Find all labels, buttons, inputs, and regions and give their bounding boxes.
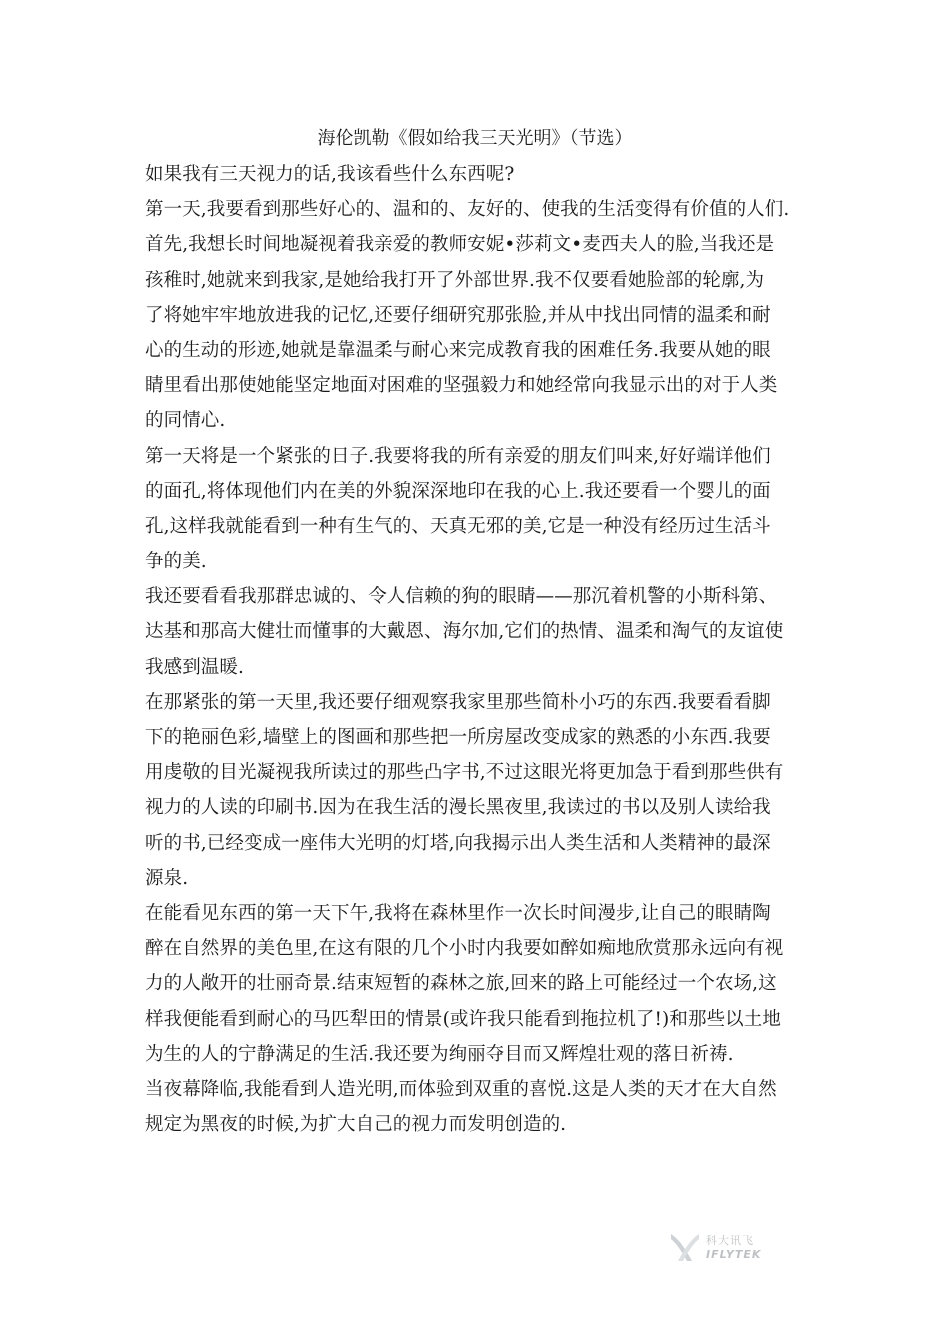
iflytek-watermark <box>668 1228 778 1268</box>
text-line: 的同情心. <box>145 410 226 432</box>
text-line: 用虔敬的目光凝视我所读过的那些凸字书,不过这眼光将更加急于看到那些供有 <box>145 762 784 784</box>
text-line: 听的书,已经变成一座伟大光明的灯塔,向我揭示出人类生活和人类精神的最深 <box>145 832 771 854</box>
iflytek-logo-icon <box>668 1230 702 1264</box>
watermark-name-cn: 科大讯飞 <box>706 1234 754 1247</box>
text-line: 争的美. <box>145 551 207 573</box>
text-line: 为生的人的宁静满足的生活.我还要为绚丽夺目而又辉煌壮观的落日祈祷. <box>145 1043 734 1065</box>
text-line: 醉在自然界的美色里,在这有限的几个小时内我要如醉如痴地欣赏那永远向有视 <box>145 938 784 960</box>
text-line: 心的生动的形迹,她就是靠温柔与耐心来完成教育我的困难任务.我要从她的眼 <box>145 339 771 361</box>
text-line: 我感到温暖. <box>145 656 244 678</box>
text-line: 视力的人读的印刷书.因为在我生活的漫长黑夜里,我读过的书以及别人读给我 <box>145 797 771 819</box>
text-line: 首先,我想长时间地凝视着我亲爱的教师安妮•莎莉文•麦西夫人的脸,当我还是 <box>145 234 775 256</box>
text-line: 第一天,我要看到那些好心的、温和的、友好的、使我的生活变得有价值的人们. <box>145 199 790 221</box>
text-line: 了将她牢牢地放进我的记忆,还要仔细研究那张脸,并从中找出同情的温柔和耐 <box>145 304 771 326</box>
text-line: 源泉. <box>145 867 189 889</box>
text-line: 规定为黑夜的时候,为扩大自己的视力而发明创造的. <box>145 1114 567 1136</box>
text-line: 我还要看看我那群忠诚的、令人信赖的狗的眼睛——那沉着机警的小斯科第、 <box>145 586 778 608</box>
text-line: 孔,这样我就能看到一种有生气的、天真无邪的美,它是一种没有经历过生活斗 <box>145 515 771 537</box>
document-title: 海伦凯勒《假如给我三天光明》（节选） <box>317 128 633 149</box>
text-line: 第一天将是一个紧张的日子.我要将我的所有亲爱的朋友们叫来,好好端详他们 <box>145 445 771 467</box>
text-line: 孩稚时,她就来到我家,是她给我打开了外部世界.我不仅要看她脸部的轮廓,为 <box>145 269 765 291</box>
text-line: 的面孔,将体现他们内在美的外貌深深地印在我的心上.我还要看一个婴儿的面 <box>145 480 771 502</box>
text-line: 样我便能看到耐心的马匹犁田的情景(或许我只能看到拖拉机了!)和那些以土地 <box>145 1008 781 1030</box>
text-line: 当夜幕降临,我能看到人造光明,而体验到双重的喜悦.这是人类的天才在大自然 <box>145 1078 777 1100</box>
watermark-name-en: IFLYTEK <box>706 1248 762 1261</box>
text-line: 达基和那高大健壮而懂事的大戴恩、海尔加,它们的热情、温柔和淘气的友谊使 <box>145 621 784 643</box>
text-line: 如果我有三天视力的话,我该看些什么东西呢? <box>145 164 515 185</box>
text-line: 下的艳丽色彩,墙壁上的图画和那些把一所房屋改变成家的熟悉的小东西.我要 <box>145 727 771 748</box>
document-body <box>145 157 815 1142</box>
text-line: 在那紧张的第一天里,我还要仔细观察我家里那些简朴小巧的东西.我要看看脚 <box>145 691 771 713</box>
text-line: 力的人敞开的壮丽奇景.结束短暂的森林之旅,回来的路上可能经过一个农场,这 <box>145 973 777 995</box>
text-line: 在能看见东西的第一天下午,我将在森林里作一次长时间漫步,让自己的眼睛陶 <box>145 902 771 924</box>
text-line: 睛里看出那使她能坚定地面对困难的坚强毅力和她经常向我显示出的对于人类 <box>145 375 778 397</box>
